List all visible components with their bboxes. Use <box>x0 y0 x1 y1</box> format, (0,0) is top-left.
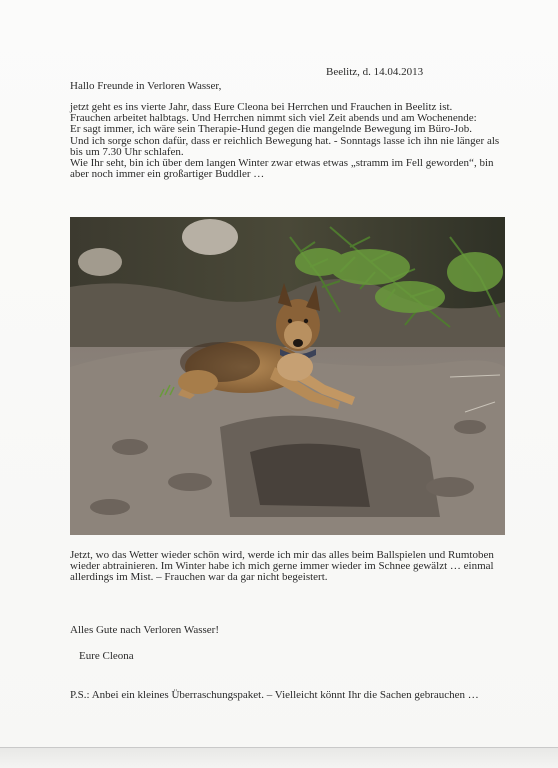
rock <box>78 248 122 276</box>
dig-hole <box>250 444 370 507</box>
paragraph-line: wieder abtrainieren. Im Winter habe ich mich gerne immer wieder im Schnee gewälzt … einmal <box>70 560 494 573</box>
paragraph-line: aber noch immer ein großartiger Buddler … <box>70 168 265 181</box>
rock <box>182 219 238 255</box>
paragraph-line: Frauchen arbeitet halbtags. Und Herrchen nimmt sich viel Zeit abends und am Wochenende: <box>70 112 477 125</box>
dog-photo <box>70 217 505 535</box>
paragraph-line: jetzt geht es ins vierte Jahr, dass Eure Cleona bei Herrchen und Frauchen in Beelitz ist. <box>70 101 453 113</box>
paragraph-line: bis um 7.30 Uhr schlafen. <box>70 145 184 158</box>
letter-date: Beelitz, d. 14.04.2013 <box>326 66 424 78</box>
letter-postscript: P.S.: Anbei ein kleines Überraschungspaket. – Vielleicht könnt Ihr die Sachen gebrauchen … <box>70 689 479 701</box>
dog-photo-illustration <box>70 217 505 535</box>
scan-edge-shadow <box>0 748 558 768</box>
paragraph-line: Und ich sorge schon dafür, dass er reichlich Bewegung hat. - Sonntags lasse ich ihn nie länger als <box>70 134 500 147</box>
paragraph-line: allerdings im Mist. – Frauchen war da gar nicht begeistert. <box>70 571 328 584</box>
paragraph-line: Jetzt, wo das Wetter wieder schön wird, werde ich mir das alles beim Ballspielen und Rumtoben <box>70 549 494 561</box>
letter-signature: Eure Cleona <box>79 650 134 662</box>
letter-paragraph-2 <box>70 550 510 584</box>
letter-paragraph-1 <box>70 102 510 180</box>
letter-salutation: Hallo Freunde in Verloren Wasser, <box>70 80 222 92</box>
paragraph-line: Wie Ihr seht, bin ich über dem langen Winter zwar etwas etwas „stramm im Fell geworden“, bin <box>70 157 494 170</box>
letter-closing: Alles Gute nach Verloren Wasser! <box>70 624 219 636</box>
paragraph-line: Er sagt immer, ich wäre sein Therapie-Hund gegen die mangelnde Bewegung im Büro-Job. <box>70 123 472 136</box>
